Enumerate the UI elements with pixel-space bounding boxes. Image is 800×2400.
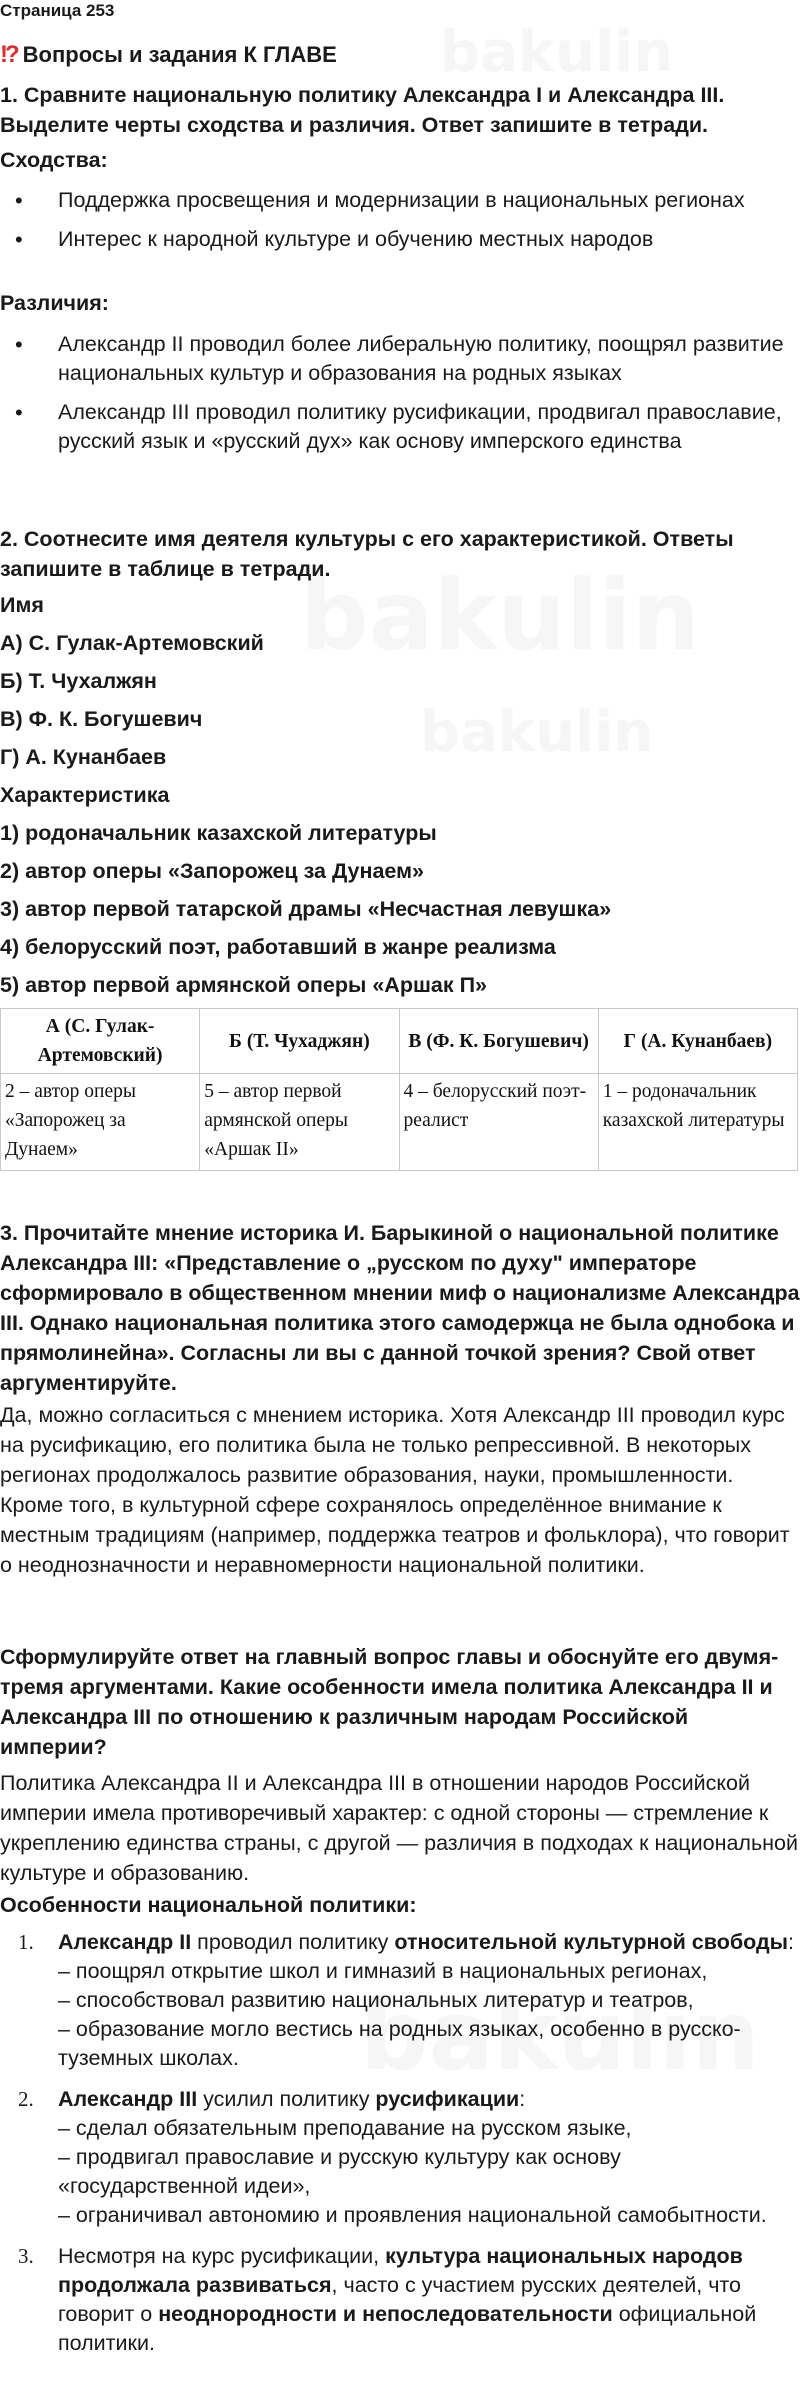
trait-item: 4) белорусский поэт, работавший в жанре реализма bbox=[0, 935, 556, 959]
section-title-text: Вопросы и задания К ГЛАВЕ bbox=[22, 42, 337, 67]
detail: – поощрял открытие школ и гимназий в национальных регионах, bbox=[58, 1959, 708, 1983]
similarities-list bbox=[0, 186, 800, 264]
name-item: Б) Т. Чухалжян bbox=[0, 669, 157, 693]
list-number: 1. bbox=[18, 1930, 34, 1954]
policy: относительной культурной свободы bbox=[394, 1930, 788, 1954]
trait-item: 1) родоначальник казахской литературы bbox=[0, 821, 437, 845]
answer-4-intro: Политика Александра II и Александра III в отношении народов Российской империи имела противоречивый характер: с одной стороны — стремление к укреплению единства страны, с другой — различия в подходах к национальной культуре и образованию. bbox=[0, 1771, 798, 1885]
text: : bbox=[787, 1930, 794, 1954]
text: усилил политику bbox=[197, 2087, 376, 2111]
detail: – сделал обязательным преподавание на русском языке, bbox=[58, 2116, 632, 2140]
subject: Александр III bbox=[58, 2087, 198, 2111]
name-item: В) Ф. К. Богушевич bbox=[0, 707, 203, 731]
exclamation-question-icon: !? bbox=[0, 41, 17, 68]
features-list bbox=[0, 1928, 800, 2370]
text: Несмотря на курс русификации, bbox=[58, 2244, 386, 2268]
text: , часто с участием русских деятелей, что говорит о bbox=[58, 2273, 741, 2326]
name-item: Г) А. Кунанбаев bbox=[0, 745, 167, 769]
answer-table bbox=[0, 1008, 798, 1171]
text: : bbox=[519, 2087, 526, 2111]
features-label: Особенности национальной политики: bbox=[0, 1893, 417, 1917]
list-item: • Александр II проводил более либеральную политику, поощрял развитие национальных культур и образования на родных языках bbox=[0, 330, 800, 388]
list-item: • Интерес к народной культуре и обучению местных народов bbox=[0, 225, 800, 254]
subject: Александр II bbox=[58, 1930, 192, 1954]
emphasis: культура национальных народов продолжала развиваться bbox=[58, 2244, 743, 2297]
answer-3: Да, можно согласиться с мнением историка. Хотя Александр III проводил курс на русификацию, его политика была не только репрессивной. В некоторых регионах продолжалось развитие образования, науки, промышленности. Кроме того, в культурной сфере сохранялось определённое внимание к местным традициям (например, поддержка театров и фольклора), что говорит о неоднозначности и неравномерности национальной политики. bbox=[0, 1403, 790, 1577]
list-item: • Поддержка просвещения и модернизации в национальных регионах bbox=[0, 186, 800, 215]
table-header: Б (Т. Чухаджян) bbox=[200, 1009, 399, 1074]
text: проводил политику bbox=[191, 1930, 395, 1954]
section-title bbox=[0, 40, 800, 70]
trait-item: 3) автор первой татарской драмы «Несчастная левушка» bbox=[0, 897, 612, 921]
table-cell: 5 – автор первой армянской оперы «Аршак II» bbox=[200, 1074, 399, 1171]
list-item bbox=[0, 2085, 800, 2230]
question-4: Сформулируйте ответ на главный вопрос главы и обоснуйте его двумя-тремя аргументами. Какие особенности имела политика Александра II и Александра III по отношению к различным народам Российской империи? bbox=[0, 1645, 779, 1759]
question-1: 1. Сравните национальную политику Александра I и Александра III. Выделите черты сходства и различия. Ответ запишите в тетради. bbox=[0, 83, 725, 137]
table-header-row bbox=[1, 1009, 798, 1074]
differences-label: Различия: bbox=[0, 291, 109, 315]
q2-lists bbox=[0, 590, 800, 1008]
table-cell: 4 – белорусский поэт-реалист bbox=[399, 1074, 598, 1171]
text: официальной политики. bbox=[58, 2302, 757, 2355]
emphasis: неоднородности и непоследовательности bbox=[158, 2302, 613, 2326]
question-2: 2. Соотнесите имя деятеля культуры с его характеристикой. Ответы запишите в таблице в тетради. bbox=[0, 527, 734, 581]
detail: – продвигал православие и русскую культуру как основу «государственной идеи», bbox=[58, 2145, 621, 2198]
detail: – способствовал развитию национальных литератур и театров, bbox=[58, 1988, 694, 2012]
table-cell: 2 – автор оперы «Запорожец за Дунаем» bbox=[1, 1074, 200, 1171]
table-header: В (Ф. К. Богушевич) bbox=[399, 1009, 598, 1074]
similarities-label: Сходства: bbox=[0, 148, 108, 172]
policy: русификации bbox=[375, 2087, 520, 2111]
trait-item: 5) автор первой армянской оперы «Аршак П» bbox=[0, 973, 487, 997]
table-row bbox=[1, 1074, 798, 1171]
name-item: А) С. Гулак-Артемовский bbox=[0, 631, 264, 655]
question-3: 3. Прочитайте мнение историка И. Барыкиной о национальной политике Александра III: «Представление о „русском по духу" императоре сформировало в общественном мнении миф о национализме Александра III. Однако национальная политика этого самодержца не была однобока и прямолинейна». Согласны ли вы с данной точкой зрения? Свой ответ аргументируйте. bbox=[0, 1221, 800, 1395]
detail: – образование могло вестись на родных языках, особенно в русско-туземных школах. bbox=[58, 2017, 741, 2070]
list-number: 2. bbox=[18, 2087, 34, 2111]
page-label: Страница 253 bbox=[0, 1, 115, 20]
list-item bbox=[0, 1928, 800, 2073]
trait-item: 2) автор оперы «Запорожец за Дунаем» bbox=[0, 859, 424, 883]
table-header: Г (А. Кунанбаев) bbox=[598, 1009, 797, 1074]
traits-label: Характеристика bbox=[0, 783, 170, 807]
list-item: • Александр III проводил политику русификации, продвигал православие, русский язык и «русский дух» как основу имперского единства bbox=[0, 398, 800, 456]
list-number: 3. bbox=[18, 2244, 34, 2268]
list-item bbox=[0, 2242, 800, 2358]
differences-list bbox=[0, 330, 800, 466]
names-label: Имя bbox=[0, 593, 44, 617]
detail: – ограничивал автономию и проявления национальной самобытности. bbox=[58, 2203, 767, 2227]
table-cell: 1 – родоначальник казахской литературы bbox=[598, 1074, 797, 1171]
table-header: А (С. Гулак-Артемовский) bbox=[1, 1009, 200, 1074]
